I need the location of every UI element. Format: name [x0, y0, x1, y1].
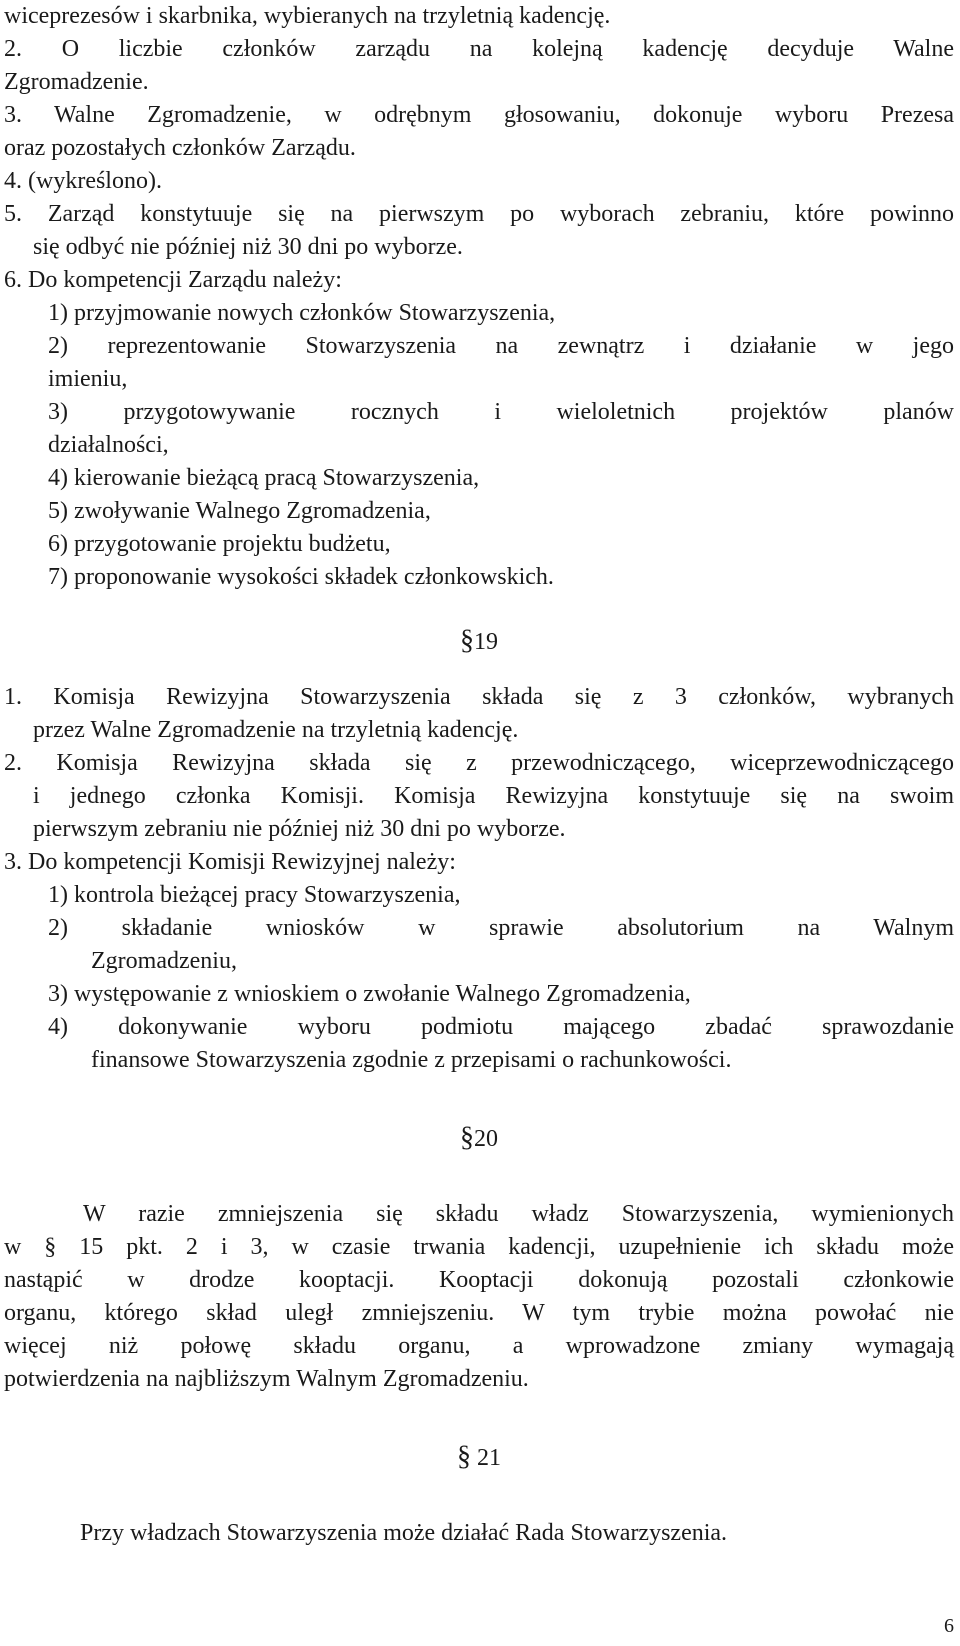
document-page	[4, 0, 954, 1550]
sublist-item-1: 1) przyjmowanie nowych członków Stowarzyszenia,	[48, 300, 556, 326]
list-item-6: 6. Do kompetencji Zarządu należy:	[4, 267, 342, 293]
sublist-item-2: 2) reprezentowanie Stowarzyszenia na zewnątrz i działanie w jego	[48, 333, 954, 359]
paragraph-line: potwierdzenia na najbliższym Walnym Zgromadzeniu.	[4, 1366, 529, 1392]
sublist-item-2-cont: Zgromadzeniu,	[91, 948, 237, 974]
section-heading-19	[4, 624, 954, 657]
page-number: 6	[944, 1615, 954, 1637]
paragraph-line: organu, którego skład uległ zmniejszeniu. W tym trybie można powołać nie	[4, 1300, 954, 1326]
sublist-item-3: 3) występowanie z wnioskiem o zwołanie Walnego Zgromadzenia,	[48, 981, 691, 1007]
list-item-1-cont: przez Walne Zgromadzenie na trzyletnią kadencję.	[33, 717, 519, 743]
list-item-4: 4. (wykreślono).	[4, 168, 162, 194]
section-heading-20	[4, 1121, 954, 1154]
sublist-item-7: 7) proponowanie wysokości składek członkowskich.	[48, 564, 554, 590]
list-item-3: 3. Do kompetencji Komisji Rewizyjnej należy:	[4, 849, 456, 875]
sublist-item-6: 6) przygotowanie projektu budżetu,	[48, 531, 391, 557]
paragraph-line: w § 15 pkt. 2 i 3, w czasie trwania kadencji, uzupełnienie ich składu może	[4, 1234, 954, 1260]
sublist-item-2-cont: imieniu,	[48, 366, 128, 392]
list-item-2-cont: i jednego członka Komisji. Komisja Rewizyjna konstytuuje się na swoim	[33, 783, 954, 809]
list-item-1: 1. Komisja Rewizyjna Stowarzyszenia składa się z 3 członków, wybranych	[4, 684, 954, 710]
list-item-2-cont: pierwszym zebraniu nie później niż 30 dni po wyborze.	[33, 816, 566, 842]
sublist-item-5: 5) zwoływanie Walnego Zgromadzenia,	[48, 498, 431, 524]
sublist-item-3: 3) przygotowywanie rocznych i wieloletnich projektów planów	[48, 399, 954, 425]
sublist-item-4-cont: finansowe Stowarzyszenia zgodnie z przepisami o rachunkowości.	[91, 1047, 732, 1073]
paragraph-line: wiceprezesów i skarbnika, wybieranych na trzyletnią kadencję.	[4, 3, 611, 29]
section-number: 21	[477, 1445, 501, 1471]
sublist-item-4: 4) dokonywanie wyboru podmiotu mającego zbadać sprawozdanie	[48, 1014, 954, 1040]
list-item-2: 2. O liczbie członków zarządu na kolejną kadencję decyduje Walne	[4, 36, 954, 62]
section-sign: §	[460, 625, 474, 656]
section-sign: §	[460, 1122, 474, 1153]
section-heading-21	[4, 1440, 954, 1473]
sublist-item-2: 2) składanie wniosków w sprawie absolutorium na Walnym	[48, 915, 954, 941]
list-item-2-cont: Zgromadzenie.	[4, 69, 149, 95]
sublist-item-4: 4) kierowanie bieżącą pracą Stowarzyszenia,	[48, 465, 480, 491]
paragraph-line: W razie zmniejszenia się składu władz Stowarzyszenia, wymienionych	[83, 1201, 954, 1227]
list-item-2: 2. Komisja Rewizyjna składa się z przewodniczącego, wiceprzewodniczącego	[4, 750, 954, 776]
section-number: 20	[474, 1126, 498, 1152]
sublist-item-1: 1) kontrola bieżącej pracy Stowarzyszenia,	[48, 882, 461, 908]
section-number: 19	[474, 629, 498, 655]
section-sign: §	[457, 1441, 471, 1472]
paragraph-line: Przy władzach Stowarzyszenia może działać Rada Stowarzyszenia.	[80, 1520, 728, 1546]
sublist-item-3-cont: działalności,	[48, 432, 169, 458]
paragraph-line: nastąpić w drodze kooptacji. Kooptacji dokonują pozostali członkowie	[4, 1267, 954, 1293]
list-item-5-cont: się odbyć nie później niż 30 dni po wyborze.	[33, 234, 463, 260]
list-item-5: 5. Zarząd konstytuuje się na pierwszym po wyborach zebraniu, które powinno	[4, 201, 954, 227]
paragraph-line: więcej niż połowę składu organu, a wprowadzone zmiany wymagają	[4, 1333, 954, 1359]
list-item-3-cont: oraz pozostałych członków Zarządu.	[4, 135, 356, 161]
list-item-3: 3. Walne Zgromadzenie, w odrębnym głosowaniu, dokonuje wyboru Prezesa	[4, 102, 954, 128]
